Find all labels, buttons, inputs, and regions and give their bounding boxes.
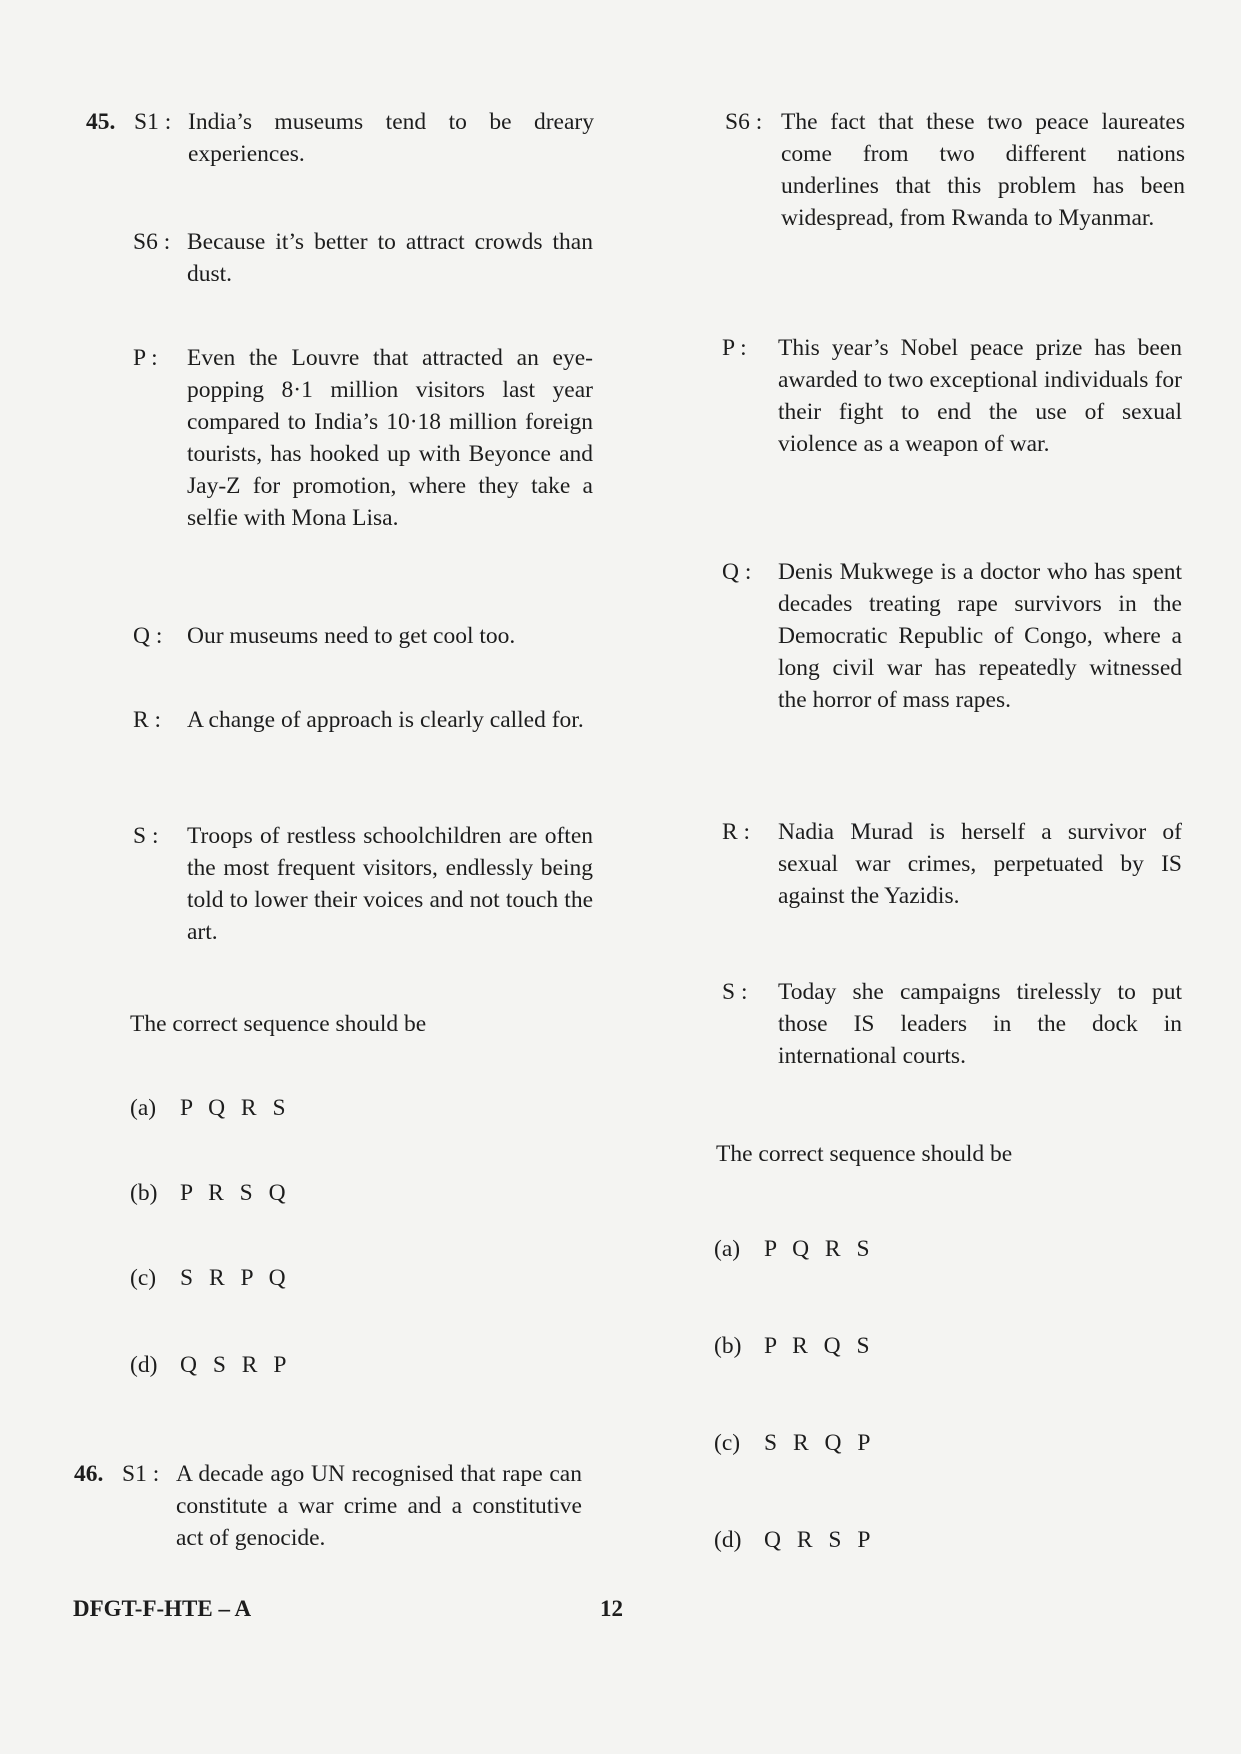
q46-sentence-p — [722, 332, 1185, 460]
option-label: (c) — [714, 1430, 741, 1456]
q45-option-a[interactable] — [130, 1095, 291, 1122]
q45-sentence-q — [133, 620, 596, 652]
sentence-text: A change of approach is clearly called for. — [187, 707, 584, 733]
q46-s6 — [725, 106, 1185, 234]
q46-sentence-s — [722, 976, 1185, 1072]
q46-option-c[interactable] — [714, 1430, 875, 1457]
page-number: 12 — [600, 1596, 623, 1621]
option-value: P R Q S — [764, 1333, 875, 1359]
sentence-text: Nadia Murad is herself a survivor of sexual war crimes, perpetuated by IS against the Yazidis. — [778, 819, 1182, 909]
question-number: 46. — [74, 1461, 104, 1487]
sentence-label: S1 : — [122, 1461, 160, 1487]
q46-s1 — [74, 1458, 594, 1554]
sentence-text: Our museums need to get cool too. — [187, 623, 516, 649]
sentence-label: Q : — [133, 623, 163, 649]
sentence-label: P : — [722, 335, 747, 361]
option-value: S R Q P — [764, 1430, 876, 1456]
q45-s6 — [133, 226, 596, 290]
sentence-label: S1 : — [134, 109, 172, 135]
sentence-text: Troops of restless schoolchildren are often the most frequent visitors, endlessly being told to lower their voices and not touch the art. — [187, 823, 593, 945]
q45-option-c[interactable] — [130, 1265, 291, 1292]
paper-code: DFGT-F-HTE – A — [73, 1596, 252, 1621]
sentence-text: This year’s Nobel peace prize has been awarded to two exceptional individuals for their fight to end the use of sexual violence as a weapon of war. — [778, 335, 1182, 457]
option-label: (d) — [714, 1527, 742, 1553]
option-value: Q R S P — [764, 1527, 876, 1553]
sentence-label: S6 : — [133, 229, 171, 255]
sentence-label: R : — [722, 819, 751, 845]
q46-option-b[interactable] — [714, 1333, 875, 1360]
sentence-text: Because it’s better to attract crowds than dust. — [187, 229, 593, 287]
sentence-label: R : — [133, 707, 162, 733]
q45-sentence-s — [133, 820, 596, 948]
option-label: (a) — [714, 1236, 741, 1262]
q46-option-d[interactable] — [714, 1527, 875, 1554]
question-number: 45. — [86, 109, 116, 135]
sentence-label: Q : — [722, 559, 752, 585]
q45-s1 — [86, 106, 596, 170]
sentence-text: Even the Louvre that attracted an eye-popping 8·1 million visitors last year compared to India’s 10·18 million foreign tourists, has hooked up with Beyonce and Jay-Z for promotion, where they take a selfie with Mona Lisa. — [187, 345, 593, 531]
sentence-text: A decade ago UN recognised that rape can constitute a war crime and a constitutive act of genocide. — [176, 1461, 582, 1551]
option-value: P R S Q — [180, 1180, 291, 1206]
q45-sentence-p — [133, 342, 596, 534]
option-label: (b) — [714, 1333, 742, 1359]
sentence-label: S : — [133, 823, 159, 849]
q46-sentence-r — [722, 816, 1185, 912]
option-label: (d) — [130, 1352, 158, 1378]
option-value: P Q R S — [764, 1236, 875, 1262]
sentence-text: India’s museums tend to be dreary experiences. — [188, 109, 594, 167]
option-label: (b) — [130, 1180, 158, 1206]
option-value: Q S R P — [180, 1352, 292, 1378]
option-value: P Q R S — [180, 1095, 291, 1121]
q45-sentence-r — [133, 704, 596, 736]
sentence-label: P : — [133, 345, 158, 371]
q46-prompt: The correct sequence should be — [716, 1141, 1013, 1167]
q45-option-b[interactable] — [130, 1180, 291, 1207]
option-value: S R P Q — [180, 1265, 291, 1291]
sentence-text: Denis Mukwege is a doctor who has spent decades treating rape survivors in the Democratic Republic of Congo, where a long civil war has repeatedly witnessed the horror of mass rapes. — [778, 559, 1182, 713]
sentence-label: S6 : — [725, 109, 763, 135]
q46-sentence-q — [722, 556, 1185, 716]
sentence-text: Today she campaigns tirelessly to put those IS leaders in the dock in international courts. — [778, 979, 1182, 1069]
sentence-text: The fact that these two peace laureates come from two different nations underlines that this problem has been widespread, from Rwanda to Myanmar. — [781, 109, 1185, 231]
q45-option-d[interactable] — [130, 1352, 291, 1379]
q45-prompt: The correct sequence should be — [130, 1011, 427, 1037]
option-label: (a) — [130, 1095, 157, 1121]
option-label: (c) — [130, 1265, 157, 1291]
sentence-label: S : — [722, 979, 748, 1005]
q46-option-a[interactable] — [714, 1236, 875, 1263]
